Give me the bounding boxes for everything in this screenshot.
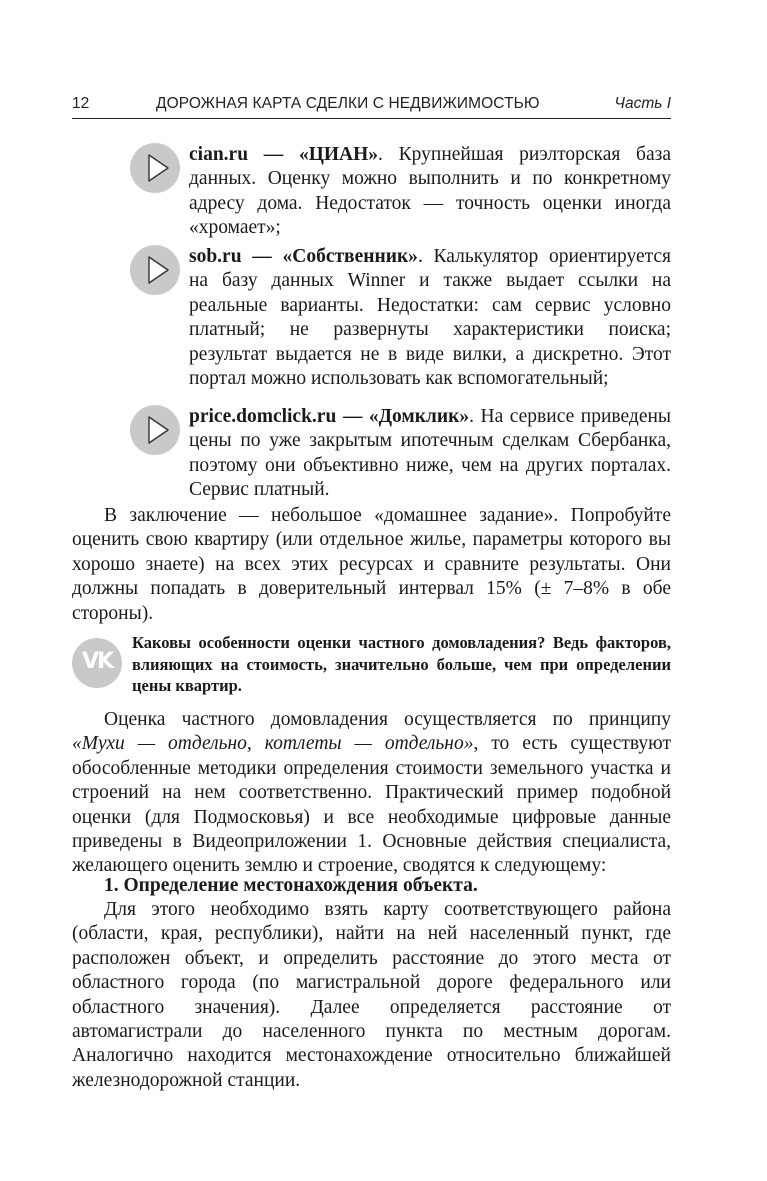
step-heading: 1. Определение местонахождения объекта. xyxy=(104,875,478,896)
bullet-item xyxy=(130,143,671,241)
bullet-title: price.domclick.ru — «Домклик» xyxy=(189,406,470,427)
bullet-title: cian.ru — «ЦИАН» xyxy=(189,144,379,165)
bullet-text xyxy=(189,143,671,241)
step-paragraph: Для этого необходимо взять карту соответствующего района (области, края, республики), найти на ней населенный пункт, где расположен объект, и определить расстояние до этого места от областного города (по магистральной дороге федерального или областного значения). Далее определяется расстояние от автомагистрали до населенного пункта по местным дорогам. Аналогично находится местонахождение относительно ближайшей железнодорожной станции. xyxy=(72,899,671,1091)
answer-paragraph: Оценка частного домовладения осуществляется по принципу «Мухи — отдельно, котлеты — отдельно», то есть существуют обособленные методики определения стоимости земельного участка и строений на нем соответственно. Практический пример подобной оценки (для Подмосковья) и все необходимые цифровые данные приведены в Видеоприложении 1. Основные действия специалиста, желающего оценить землю и строение, сводятся к следующему: xyxy=(72,709,671,877)
play-icon xyxy=(130,143,180,193)
page-number: 12 xyxy=(72,95,90,112)
play-icon xyxy=(130,245,180,295)
question-block xyxy=(72,632,671,697)
bullet-text xyxy=(189,405,671,503)
book-title: ДОРОЖНАЯ КАРТА СДЕЛКИ С НЕДВИЖИМОСТЬЮ xyxy=(156,95,540,112)
bullet-item xyxy=(130,245,671,391)
bullet-text xyxy=(189,245,671,391)
running-header xyxy=(72,92,671,119)
conclusion-paragraph: В заключение — небольшое «домашнее задание». Попробуйте оценить свою квартиру (или отдельное жилье, параметры которого вы хорошо знаете) на всех этих ресурсах и сравните результаты. Они должны попадать в доверительный интервал 15% (± 7–8% в обе стороны). xyxy=(72,505,671,624)
bullet-item xyxy=(130,405,671,503)
vk-icon: VK xyxy=(72,638,122,688)
quote-italic: «Мухи — отдельно, котлеты — отдельно» xyxy=(72,733,474,755)
play-icon xyxy=(130,405,180,455)
bullet-title: sob.ru — «Собственник» xyxy=(189,246,418,267)
part-label: Часть I xyxy=(614,95,671,112)
question-text: Каковы особенности оценки частного домовладения? Ведь факторов, влияющих на стоимость, значительно больше, чем при определении цены квартир. xyxy=(132,633,671,695)
bullet-body: . На сервисе приведены цены по уже закрытым ипотечным сделкам Сбербанка, поэтому они объективно ниже, чем на других порталах. Сервис платный. xyxy=(189,406,672,501)
bullet-body: . Крупнейшая риэлторская база данных. Оценку можно выполнить и по конкретному адресу дома. Недостаток — точность оценки иногда «хромает»; xyxy=(189,144,671,239)
bullet-body: . Калькулятор ориентируется на базу данных Winner и также выдает ссылки на реальные варианты. Недостатки: сам сервис условно платный; не развернуты характеристики поиска; результат выдается не в виде вилки, а дискретно. Этот портал можно использовать как вспомогательный; xyxy=(189,246,671,390)
